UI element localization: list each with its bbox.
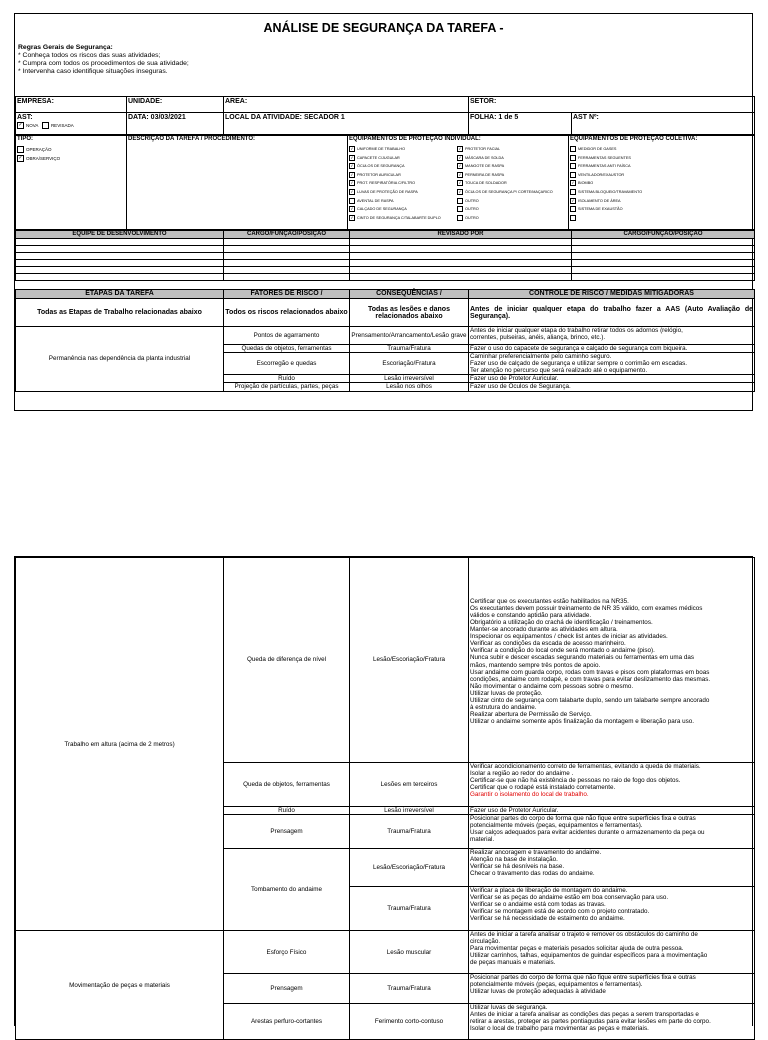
epc-label: ISOLAMENTO DE ÁREA [578, 198, 621, 203]
epi-label: OUTRO [465, 207, 479, 212]
etapas-col-header: ETAPAS DA TAREFA [16, 290, 224, 299]
controle-cell [469, 807, 755, 815]
fator-cell: Escorregão e quedas [224, 353, 350, 375]
area-label: AREA: [224, 97, 469, 113]
epi-item [457, 154, 553, 163]
controle-line: Os executantes devem possuir treinamento de NR 35 válido, com exames médicos [470, 604, 703, 612]
controle-col-header: CONTROLE DE RISCO / MEDIDAS MITIGADORAS [469, 290, 755, 299]
epc-cell [569, 136, 755, 230]
controle-cell [469, 887, 755, 931]
epi-label: MÁSCARA DE SOLDA [465, 155, 504, 160]
controle-line: Utilizar o andaime somente após finalização da montagem e liberação para uso. [470, 718, 695, 726]
epc-label: VENTILADOR/EXAUSTOR [578, 172, 625, 177]
controle-line: potencialmente móveis (peças, equipamentos e ferramentas). [470, 981, 643, 989]
consequencia-cell: Lesão irreversível [350, 375, 469, 383]
controle-line: Atenção na base de instalação. [470, 856, 558, 864]
descricao-cell: DESCRIÇÃO DA TAREFA / PROCEDIMENTO: [127, 136, 348, 230]
epi-item [349, 205, 457, 214]
epi-checkbox[interactable]: ✓ [350, 188, 354, 194]
team-col-header: CARGO/FUNÇÃO/POSIÇÃO [572, 231, 755, 239]
epc-checkbox[interactable] [570, 155, 576, 161]
team-cell[interactable] [16, 274, 224, 281]
controle-line: Caminhar preferencialmente pelo caminho seguro. [470, 353, 612, 361]
controle-cell [469, 327, 755, 345]
epi-label: MANGOTE DE RASPA [465, 164, 505, 169]
epc-item [570, 162, 753, 171]
controle-line: Posicionar partes do corpo de forma que não fique entre superfícies fixa e outras [470, 815, 696, 823]
controle-highlight: Garantir o isolamento do local de trabalho. [470, 791, 589, 799]
controle-line: Usar andaime com guarda corpo, rodas com travas e pisos com plataformas em boas [470, 668, 710, 676]
controle-line: Verificar se montagem está de acordo com o projeto contratado. [470, 908, 650, 916]
controle-cell [469, 849, 755, 887]
local-label: LOCAL DA ATIVIDADE: SECADOR 1 [224, 113, 469, 135]
etapas-table [15, 289, 755, 392]
team-cell[interactable] [224, 253, 350, 260]
epi-checkbox[interactable]: ✓ [458, 154, 462, 160]
controle-cell [469, 353, 755, 375]
ast-number-label: AST Nº: [572, 113, 755, 135]
team-col-header: CARGO/FUNÇÃO/POSIÇÃO [224, 231, 350, 239]
fator-cell: Tombamento do andaime [224, 849, 350, 931]
epi-label: OUTRO [465, 198, 479, 203]
fatores-subheader: Todos os riscos relacionados abaixo [224, 299, 350, 327]
epc-item [570, 188, 753, 197]
controle-line: Posicionar partes do corpo de forma que não fique entre superfícies fixa e outras [470, 974, 696, 982]
epi-title: EQUIPAMENTOS DE PROTEÇÃO INDIVIDUAL: [349, 136, 481, 142]
controle-line: Fazer uso de Óculos de Segurança. [470, 383, 571, 391]
empresa-label: EMPRESA: [16, 97, 127, 113]
team-cell[interactable] [572, 274, 755, 281]
epi-label: CAPACETE C/JUGULAR [357, 155, 400, 160]
setor-label: SETOR: [469, 97, 755, 113]
obra-label: OBRA/SERVIÇO [26, 156, 61, 161]
epc-item [570, 154, 753, 163]
revisada-checkbox[interactable] [42, 122, 49, 129]
controle-line: Isolar o local de trabalho para movimentar as peças e materiais. [470, 1025, 649, 1033]
controle-line: Verificar a placa de liberação de montagem do andaime. [470, 887, 628, 895]
epi-list-left [349, 145, 457, 222]
ast-cell [16, 113, 127, 135]
controle-line: Verificar se há desníveis na base. [470, 863, 565, 871]
fatores-col-header: FATORES DE RISCO / [224, 290, 350, 299]
epi-label: ÓCULOS DE SEGURANÇA P/ CORTE/MAÇARICO [465, 189, 553, 194]
epi-item [349, 145, 457, 154]
epi-label: UNIFORME DE TRABALHO [357, 147, 406, 151]
controle-line: Verificar as condições da escada de acesso marinheiro. [470, 640, 626, 648]
epi-checkbox[interactable]: ✓ [350, 146, 354, 151]
controle-line: Certificar que os executantes estão habilitados na NR35. [470, 597, 629, 605]
epi-checkbox[interactable]: ✓ [458, 163, 462, 169]
page-title: ANÁLISE DE SEGURANÇA DA TAREFA - [263, 21, 504, 35]
consequencia-cell: Lesão irreversível [350, 807, 469, 815]
epi-item [457, 214, 553, 223]
etapa-cell: Trabalho em altura (acima de 2 metros) [16, 558, 224, 931]
team-cell[interactable] [16, 260, 224, 267]
epi-item [457, 205, 553, 214]
epi-label: PROTETOR AURICULAR [357, 172, 401, 177]
controle-line: Antes de iniciar a tarefa analisar o trajeto e remover os obstáculos do caminho de [470, 931, 698, 939]
epi-label: CALÇADO DE SEGURANÇA [357, 207, 407, 212]
epi-checkbox[interactable]: ✓ [458, 188, 462, 194]
epc-label: SISTEMA DE EXAUSTÃO [578, 207, 623, 212]
consequencias-col-header: CONSEQUÊNCIAS / [350, 290, 469, 299]
epc-item [570, 179, 753, 188]
controle-line: Utilizar luvas de segurança. [470, 1004, 548, 1012]
controle-line: circulação. [470, 938, 501, 946]
tipo-cell [16, 136, 127, 230]
epi-label: TOUCA DE SOLDADOR [465, 181, 507, 186]
general-rules [15, 44, 752, 96]
page-1 [14, 13, 753, 411]
epc-item [570, 205, 753, 214]
team-cell[interactable] [224, 260, 350, 267]
team-cell[interactable] [350, 253, 572, 260]
controle-line: Obrigatório a utilização do crachá de identificação / treinamentos. [470, 618, 653, 626]
controle-line: Realizar abertura de Permissão de Serviço. [470, 711, 592, 719]
header-table [15, 96, 755, 135]
controle-cell [469, 931, 755, 974]
controle-line: Nunca subir e descer escadas segurando materiais ou ferramentas em uma das [470, 654, 695, 662]
epc-title: EQUIPAMENTOS DE PROTEÇÃO COLETIVA: [570, 136, 698, 142]
ast-label: AST: [17, 114, 33, 121]
epi-cell [348, 136, 569, 230]
epi-item [349, 188, 457, 197]
team-cell[interactable] [572, 246, 755, 253]
fator-cell: Projeção de partículas, partes, peças [224, 383, 350, 391]
epi-label: ÓCULOS DE SEGURANÇA [357, 164, 405, 169]
controle-line: retirar a arestas, proteger as partes pontiagudas para evitar lesões em parte do corpo. [470, 1018, 711, 1026]
fator-cell: Prensagem [224, 974, 350, 1004]
controle-line: Ter atenção no percurso que será realizado até o equipamento. [470, 367, 648, 375]
fator-cell: Queda de diferença de nível [224, 558, 350, 763]
epi-item [457, 171, 553, 180]
consequencia-cell: Lesão muscular [350, 931, 469, 974]
controle-line: Realizar ancoragem e travamento do andaime. [470, 849, 602, 857]
etapas-subheader: Todas as Etapas de Trabalho relacionadas abaixo [16, 299, 224, 327]
epc-label: MEDIDOR DE GASES [578, 147, 617, 151]
epi-item [457, 197, 553, 206]
rule-item: * Intervenha caso identifique situações inseguras. [18, 68, 168, 75]
epi-item [457, 179, 553, 188]
fator-cell: Pontos de agarramento [224, 327, 350, 345]
controle-line: Antes de iniciar a tarefa analisar as condições das peças a serem transportadas e [470, 1011, 699, 1019]
consequencia-cell: Lesões em terceiros [350, 763, 469, 807]
epc-item [570, 171, 753, 180]
controle-line: Fazer o uso do capacete de segurança e calçado de segurança com biqueira. [470, 345, 688, 352]
controle-line: Para movimentar peças e materiais pesados solicitar ajuda de outra pessoa. [470, 945, 684, 953]
team-cell[interactable] [350, 239, 572, 246]
controle-line: Certificar-se que não há existência de pessoas no raio de fogo dos objetos. [470, 777, 681, 785]
consequencia-cell: Trauma/Fratura [350, 887, 469, 931]
epi-label: PROTETOR FACIAL [465, 147, 501, 151]
controle-line: Utilizar luvas de proteção. [470, 689, 543, 697]
epi-item [349, 162, 457, 171]
team-cell[interactable] [224, 274, 350, 281]
etapa-cell: Movimentação de peças e materiais [16, 931, 224, 1040]
epc-label: FERRAMENTAS ANTI FAÍSCA [578, 164, 631, 169]
fator-cell: Queda de objetos, ferramentas [224, 763, 350, 807]
consequencia-cell: Escoriação/Fratura [350, 353, 469, 375]
epc-item [570, 145, 753, 154]
epc-checkbox[interactable] [570, 215, 576, 221]
controle-line: Não movimentar o andaime com pessoas sobre o mesmo. [470, 682, 634, 690]
controle-line: Verificar acondicionamento correto de ferramentas, evitando a queda de materiais. [470, 763, 701, 770]
epi-checkbox[interactable]: ✓ [350, 163, 354, 169]
controle-line: condições, andaime com rodapé, e com travas para evitar deslizamento das mesmas. [470, 675, 711, 683]
epi-checkbox[interactable]: ✓ [350, 154, 354, 160]
controle-line: Usar calços adequados para evitar acidentes durante o armazenamento da peça ou [470, 829, 705, 837]
epi-label: AVENTAL DE RASPA [357, 198, 394, 203]
team-cell[interactable] [572, 253, 755, 260]
operacao-label: OPERAÇÃO [26, 147, 52, 152]
rules-heading: Regras Gerais de Segurança: [18, 44, 113, 51]
controle-line: Inspecionar os equipamentos / check list antes de iniciar as atividades. [470, 633, 668, 641]
nova-checkbox[interactable]: ✓ [18, 122, 23, 129]
epi-label: CINTO DE SEGURANÇA C/TALABARTE DUPLO [357, 215, 441, 220]
epc-label: BIOMBO [578, 181, 594, 186]
epi-checkbox[interactable]: ✓ [350, 171, 354, 177]
epi-checkbox[interactable] [457, 198, 463, 204]
etapa-cell: Permanência nas dependência da planta industrial [16, 327, 224, 392]
epi-item [349, 154, 457, 163]
team-cell[interactable] [16, 239, 224, 246]
epi-label: LUVAS DE PROTEÇÃO DE RASPA [357, 189, 418, 194]
controle-line: Utilizar carrinhos, talhas, equipamentos de guindar específicos para a movimentação [470, 952, 708, 960]
controle-cell [469, 558, 755, 763]
epc-checkbox[interactable] [570, 206, 576, 212]
data-label: DATA: 03/03/2021 [127, 113, 224, 135]
epi-checkbox[interactable] [457, 206, 463, 212]
etapas-table-continued [15, 557, 755, 1040]
epc-checkbox[interactable] [570, 172, 576, 178]
controle-line: Fazer uso de Protetor Auricular. [470, 807, 559, 814]
controle-line: Certificar que o rodapé está instalado corretamente. [470, 784, 616, 792]
team-cell[interactable] [350, 267, 572, 274]
team-table [15, 230, 755, 281]
epi-checkbox[interactable]: ✓ [350, 180, 354, 186]
controle-line: Verificar se as peças do andaime estão em boa conservação para uso. [470, 894, 669, 902]
epc-item [570, 214, 753, 223]
epi-checkbox[interactable]: ✓ [458, 180, 462, 186]
controle-line: válidos e constando aptidão para atividade. [470, 611, 592, 619]
nova-label: NOVA [26, 123, 39, 128]
consequencia-cell: Lesão/Escoriação/Fratura [350, 849, 469, 887]
unidade-label: UNIDADE: [127, 97, 224, 113]
rule-item: * Conheça todos os riscos das suas atividades; [18, 52, 161, 59]
team-col-header: REVISADO POR [350, 231, 572, 239]
consequencia-cell: Ferimento corto-contuso [350, 1004, 469, 1040]
controle-line: mãos, mantendo sempre três pontos de apoio. [470, 661, 601, 669]
epi-label: PROT. RESPIRATÓRIA C/FILTRO [357, 181, 416, 186]
epi-checkbox[interactable] [457, 215, 463, 221]
controle-cell [469, 383, 755, 391]
revisada-label: REVISADA [50, 123, 74, 128]
team-cell[interactable] [224, 267, 350, 274]
controle-line: Fazer uso de Protetor Auricular. [470, 375, 559, 383]
team-cell[interactable] [350, 274, 572, 281]
fator-cell: Quedas de objetos, ferramentas [224, 345, 350, 353]
consequencia-cell: Trauma/Fratura [350, 815, 469, 849]
controle-line: de peças manuais e materiais. [470, 959, 556, 967]
controle-line: Antes de iniciar qualquer etapa do trabalho retirar todos os adornos (relógio, [470, 327, 683, 334]
consequencia-cell: Lesão nos olhos [350, 383, 469, 391]
rule-item: * Cumpra com todos os procedimentos de sua atividade; [18, 60, 189, 67]
fator-cell: Ruído [224, 375, 350, 383]
team-cell[interactable] [572, 267, 755, 274]
controle-line: Fazer uso de calçado de segurança e utilizar sempre o corrimão em escadas. [470, 360, 687, 368]
controle-lines [470, 763, 753, 791]
consequencia-cell: Prensamento/Arrancamento/Lesão grave [350, 327, 469, 345]
controle-line: Checar o travamento das rodas do andaime. [470, 870, 595, 878]
consequencia-cell: Trauma/Fratura [350, 345, 469, 353]
controle-cell [469, 763, 755, 807]
controle-line: material. [470, 836, 495, 844]
folha-label: FOLHA: 1 de 5 [469, 113, 572, 135]
epi-item [349, 214, 457, 223]
team-cell[interactable] [350, 260, 572, 267]
epi-checkbox[interactable]: ✓ [350, 206, 354, 212]
epi-label: PERNEIRA DE RASPA [465, 172, 505, 177]
epi-checkbox[interactable]: ✓ [458, 146, 462, 151]
epc-checkbox[interactable]: ✓ [571, 180, 575, 186]
controle-cell [469, 1004, 755, 1040]
epc-item [570, 197, 753, 206]
team-col-header: EQUIPE DE DESENVOLVIMENTO [16, 231, 224, 239]
fator-cell: Arestas perfuro-cortantes [224, 1004, 350, 1040]
team-cell[interactable] [16, 253, 224, 260]
fator-cell: Esforço Físico [224, 931, 350, 974]
equipment-table [15, 135, 755, 230]
fator-cell: Prensagem [224, 815, 350, 849]
controle-line: Verificar a condição do local onde será montado o andaime (piso). [470, 647, 655, 655]
consequencia-cell: Trauma/Fratura [350, 974, 469, 1004]
controle-line: potencialmente móveis (peças, equipamentos e ferramentas). [470, 822, 643, 830]
controle-line: Isolar a região ao redor do andaime . [470, 770, 574, 778]
consequencias-subheader: Todas as lesões e danos relacionados abaixo [350, 299, 469, 327]
team-cell[interactable] [224, 246, 350, 253]
epc-label: FERRAMENTAS SEGUENTES [578, 155, 631, 160]
obra-checkbox[interactable]: ✓ [18, 155, 23, 162]
operacao-checkbox[interactable] [17, 146, 24, 153]
page-2 [14, 556, 753, 1033]
epc-checkbox[interactable]: ✓ [571, 197, 575, 203]
controle-cell [469, 375, 755, 383]
epi-checkbox[interactable]: ✓ [458, 171, 462, 177]
team-cell[interactable] [572, 239, 755, 246]
team-cell[interactable] [16, 267, 224, 274]
epi-item [457, 162, 553, 171]
team-cell[interactable] [350, 246, 572, 253]
epi-list-right [457, 145, 553, 222]
epi-checkbox[interactable]: ✓ [350, 214, 354, 220]
controle-cell [469, 345, 755, 353]
epi-checkbox[interactable] [349, 198, 355, 204]
controle-cell [469, 974, 755, 1004]
epi-item [349, 179, 457, 188]
controle-line: Verificar se o andaime está com todas as travas. [470, 901, 606, 909]
fator-cell: Ruído [224, 807, 350, 815]
team-cell[interactable] [16, 246, 224, 253]
controle-line: Verificar se há necessidade de estaimento do andaime. [470, 915, 625, 923]
controle-subheader: Antes de iniciar qualquer etapa do trabalho fazer a AAS (Auto Avaliação de Segurança). [469, 299, 755, 327]
team-cell[interactable] [572, 260, 755, 267]
controle-line: Manter-se ancorado durante as atividades em altura. [470, 626, 618, 634]
controle-line: Utilizar luvas de proteção adequadas à atividade [470, 988, 606, 996]
epc-list [570, 145, 753, 222]
epi-item [457, 145, 553, 154]
controle-cell [469, 815, 755, 849]
epc-checkbox[interactable] [570, 146, 576, 152]
controle-line: correntes, pulseiras, anéis, aliança, brinco, etc.). [470, 334, 606, 342]
consequencia-cell: Lesão/Escoriação/Fratura [350, 558, 469, 763]
epi-item [349, 197, 457, 206]
epi-item [457, 188, 553, 197]
epi-label: OUTRO [465, 215, 479, 220]
epc-label: SISTEMA BLOQUEIO/TRAVAMENTO [578, 189, 643, 194]
epc-checkbox[interactable] [570, 163, 576, 169]
epc-checkbox[interactable] [570, 189, 576, 195]
controle-line: Utilizar cinto de segurança com talabarte duplo, sendo um talabarte sempre ancorado [470, 696, 710, 704]
team-cell[interactable] [224, 239, 350, 246]
tipo-label: TIPO: [17, 136, 33, 142]
epi-item [349, 171, 457, 180]
controle-line: à estrutura do andaime. [470, 704, 537, 712]
